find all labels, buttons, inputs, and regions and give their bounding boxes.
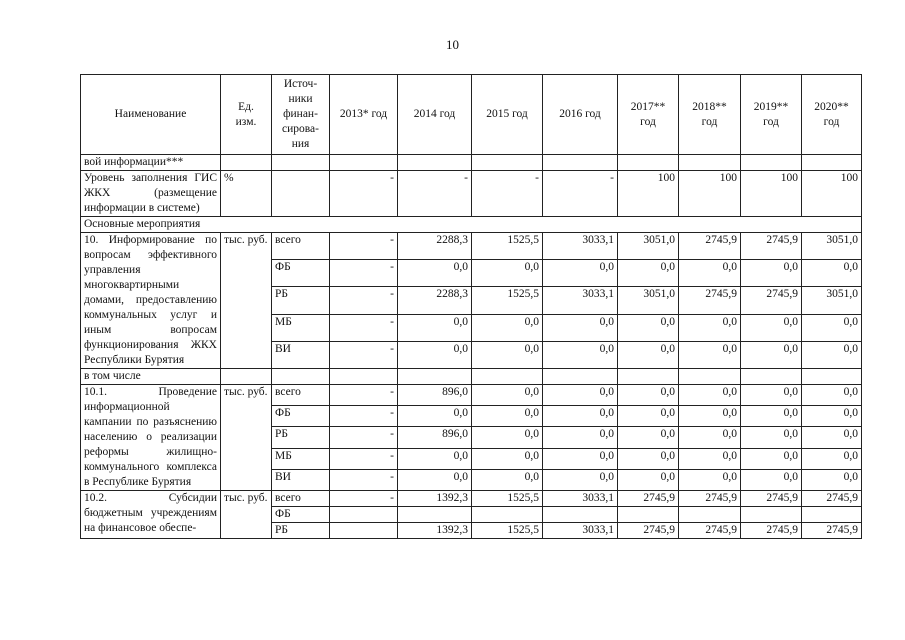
value-cell: 0,0 xyxy=(398,341,472,368)
value-cell: 3033,1 xyxy=(543,523,618,539)
source-label: РБ xyxy=(272,523,330,539)
financing-table xyxy=(80,74,862,539)
header-year: 2018** год xyxy=(679,75,741,155)
value-cell: 1392,3 xyxy=(398,523,472,539)
empty-cell xyxy=(543,369,618,385)
empty-cell xyxy=(543,155,618,171)
value-cell: 3033,1 xyxy=(543,491,618,507)
table-row xyxy=(81,171,862,217)
value-cell xyxy=(543,507,618,523)
header-name: Наименование xyxy=(81,75,221,155)
value-cell: 0,0 xyxy=(472,260,543,287)
source-label: РБ xyxy=(272,427,330,448)
source-label: МБ xyxy=(272,448,330,469)
value-cell: 0,0 xyxy=(679,406,741,427)
source-label: ФБ xyxy=(272,406,330,427)
value-cell: 0,0 xyxy=(802,385,862,406)
value-cell: 0,0 xyxy=(398,448,472,469)
value-cell: 0,0 xyxy=(802,406,862,427)
value-cell: 0,0 xyxy=(472,314,543,341)
value-cell: 0,0 xyxy=(679,385,741,406)
value-cell: - xyxy=(330,491,398,507)
value-cell: 0,0 xyxy=(472,341,543,368)
value-cell: 0,0 xyxy=(741,469,802,490)
empty-cell xyxy=(741,155,802,171)
value-cell: 3051,0 xyxy=(618,287,679,314)
value-cell: 2745,9 xyxy=(802,491,862,507)
value-cell: 2745,9 xyxy=(741,491,802,507)
value-cell: 2745,9 xyxy=(679,523,741,539)
source-cell xyxy=(272,171,330,217)
value-cell: 0,0 xyxy=(472,469,543,490)
value-cell: 0,0 xyxy=(802,469,862,490)
value-cell: 0,0 xyxy=(543,260,618,287)
header-row xyxy=(81,75,862,155)
value-cell: 0,0 xyxy=(802,260,862,287)
unit-cell: тыс. руб. xyxy=(221,233,272,369)
value-cell: 1525,5 xyxy=(472,287,543,314)
value-cell xyxy=(618,507,679,523)
unit-cell: тыс. руб. xyxy=(221,491,272,539)
value-cell: 0,0 xyxy=(618,341,679,368)
value-cell: 2745,9 xyxy=(618,523,679,539)
measure-name: 10.2. Субсидии бюджетным учреждениям на финансовое обеспе- xyxy=(81,491,221,539)
value-cell: 0,0 xyxy=(802,448,862,469)
measure-name: 10.1. Проведение информационной кампании по разъяснению населению о реализации реформы жилищно-коммунального комплекса в Республике Бурятия xyxy=(81,385,221,491)
value-cell: 0,0 xyxy=(543,406,618,427)
value-cell: 0,0 xyxy=(618,448,679,469)
value-cell: 100 xyxy=(679,171,741,217)
header-year: 2020** год xyxy=(802,75,862,155)
value-cell: 3051,0 xyxy=(802,287,862,314)
value-cell: 3051,0 xyxy=(802,233,862,260)
value-cell: 0,0 xyxy=(618,314,679,341)
empty-cell xyxy=(618,155,679,171)
value-cell: 100 xyxy=(618,171,679,217)
value-cell: 896,0 xyxy=(398,427,472,448)
value-cell: 0,0 xyxy=(741,448,802,469)
source-label: МБ xyxy=(272,314,330,341)
value-cell: 0,0 xyxy=(472,406,543,427)
unit-cell: тыс. руб. xyxy=(221,385,272,491)
value-cell: 0,0 xyxy=(802,341,862,368)
header-year: 2014 год xyxy=(398,75,472,155)
section-label: Основные мероприятия xyxy=(81,217,862,233)
value-cell: 2288,3 xyxy=(398,233,472,260)
empty-cell xyxy=(398,369,472,385)
value-cell: - xyxy=(330,260,398,287)
value-cell: 2745,9 xyxy=(741,287,802,314)
empty-cell xyxy=(679,369,741,385)
value-cell: - xyxy=(330,385,398,406)
value-cell: 0,0 xyxy=(679,341,741,368)
value-cell: 1525,5 xyxy=(472,491,543,507)
value-cell: 1392,3 xyxy=(398,491,472,507)
value-cell: 2745,9 xyxy=(741,233,802,260)
value-cell: 0,0 xyxy=(398,469,472,490)
source-label: ВИ xyxy=(272,341,330,368)
table-row xyxy=(81,369,862,385)
value-cell: 0,0 xyxy=(398,314,472,341)
value-cell: 3033,1 xyxy=(543,287,618,314)
table-row xyxy=(81,491,862,507)
header-year: 2016 год xyxy=(543,75,618,155)
empty-cell xyxy=(272,369,330,385)
source-label: ФБ xyxy=(272,507,330,523)
value-cell: 0,0 xyxy=(472,448,543,469)
value-cell: 0,0 xyxy=(618,427,679,448)
value-cell: - xyxy=(543,171,618,217)
indicator-name: Уровень заполнения ГИС ЖКХ (размещение информации в системе) xyxy=(81,171,221,217)
source-label: всего xyxy=(272,233,330,260)
table-body xyxy=(81,155,862,539)
header-year: 2017** год xyxy=(618,75,679,155)
value-cell: - xyxy=(330,233,398,260)
value-cell: 0,0 xyxy=(679,469,741,490)
unit-cell: % xyxy=(221,171,272,217)
empty-cell xyxy=(221,155,272,171)
value-cell: 3033,1 xyxy=(543,233,618,260)
value-cell: - xyxy=(330,314,398,341)
value-cell xyxy=(330,507,398,523)
value-cell: 1525,5 xyxy=(472,523,543,539)
empty-cell xyxy=(741,369,802,385)
value-cell: 0,0 xyxy=(679,260,741,287)
value-cell: - xyxy=(330,171,398,217)
empty-cell xyxy=(221,369,272,385)
value-cell: 100 xyxy=(741,171,802,217)
value-cell: 0,0 xyxy=(741,341,802,368)
header-year: 2013* год xyxy=(330,75,398,155)
source-label: всего xyxy=(272,491,330,507)
value-cell: - xyxy=(330,427,398,448)
value-cell: 0,0 xyxy=(802,314,862,341)
value-cell: 2745,9 xyxy=(679,287,741,314)
value-cell: 0,0 xyxy=(741,314,802,341)
value-cell: 2745,9 xyxy=(802,523,862,539)
value-cell: 0,0 xyxy=(618,260,679,287)
empty-cell xyxy=(802,369,862,385)
value-cell xyxy=(330,523,398,539)
source-label: всего xyxy=(272,385,330,406)
empty-cell xyxy=(330,155,398,171)
value-cell: 0,0 xyxy=(679,314,741,341)
section-label: в том числе xyxy=(81,369,221,385)
value-cell: 0,0 xyxy=(679,427,741,448)
header-year: 2019** год xyxy=(741,75,802,155)
measure-name: 10. Информирование по вопросам эффективного управления многоквартирными домами, предоставлению коммунальных услуг и иным вопросам функционирования ЖКХ Республики Бурятия xyxy=(81,233,221,369)
value-cell: 0,0 xyxy=(398,260,472,287)
table-row xyxy=(81,233,862,260)
value-cell: 3051,0 xyxy=(618,233,679,260)
value-cell: 0,0 xyxy=(741,260,802,287)
value-cell xyxy=(741,507,802,523)
value-cell: 1525,5 xyxy=(472,233,543,260)
empty-cell xyxy=(679,155,741,171)
empty-cell xyxy=(398,155,472,171)
value-cell: 0,0 xyxy=(543,385,618,406)
value-cell: 0,0 xyxy=(741,406,802,427)
value-cell: 0,0 xyxy=(618,469,679,490)
source-label: ВИ xyxy=(272,469,330,490)
value-cell: 0,0 xyxy=(472,427,543,448)
value-cell: 2745,9 xyxy=(741,523,802,539)
value-cell: 896,0 xyxy=(398,385,472,406)
value-cell: - xyxy=(330,448,398,469)
section-label: вой информации*** xyxy=(81,155,221,171)
value-cell: 100 xyxy=(802,171,862,217)
value-cell: 0,0 xyxy=(802,427,862,448)
empty-cell xyxy=(330,369,398,385)
table-row xyxy=(81,385,862,406)
empty-cell xyxy=(618,369,679,385)
empty-cell xyxy=(802,155,862,171)
value-cell xyxy=(398,507,472,523)
value-cell: 2745,9 xyxy=(679,233,741,260)
value-cell xyxy=(802,507,862,523)
table-row xyxy=(81,155,862,171)
value-cell: 0,0 xyxy=(543,448,618,469)
page-number: 10 xyxy=(446,37,459,52)
value-cell: 0,0 xyxy=(543,341,618,368)
value-cell xyxy=(472,507,543,523)
value-cell: 0,0 xyxy=(679,448,741,469)
value-cell: 0,0 xyxy=(618,406,679,427)
source-label: ФБ xyxy=(272,260,330,287)
value-cell: - xyxy=(398,171,472,217)
value-cell: 2288,3 xyxy=(398,287,472,314)
value-cell: 0,0 xyxy=(472,385,543,406)
value-cell: 2745,9 xyxy=(679,491,741,507)
header-year: 2015 год xyxy=(472,75,543,155)
table-row xyxy=(81,217,862,233)
value-cell: - xyxy=(330,341,398,368)
value-cell: 0,0 xyxy=(398,406,472,427)
empty-cell xyxy=(472,369,543,385)
value-cell: 0,0 xyxy=(741,427,802,448)
header-unit: Ед. изм. xyxy=(221,75,272,155)
header-source: Источ- ники финан- сирова- ния xyxy=(272,75,330,155)
value-cell xyxy=(679,507,741,523)
value-cell: - xyxy=(330,469,398,490)
value-cell: 0,0 xyxy=(618,385,679,406)
empty-cell xyxy=(472,155,543,171)
empty-cell xyxy=(272,155,330,171)
value-cell: 0,0 xyxy=(543,314,618,341)
value-cell: 0,0 xyxy=(543,469,618,490)
value-cell: - xyxy=(330,406,398,427)
value-cell: 0,0 xyxy=(741,385,802,406)
value-cell: - xyxy=(472,171,543,217)
value-cell: 2745,9 xyxy=(618,491,679,507)
value-cell: 0,0 xyxy=(543,427,618,448)
value-cell: - xyxy=(330,287,398,314)
source-label: РБ xyxy=(272,287,330,314)
